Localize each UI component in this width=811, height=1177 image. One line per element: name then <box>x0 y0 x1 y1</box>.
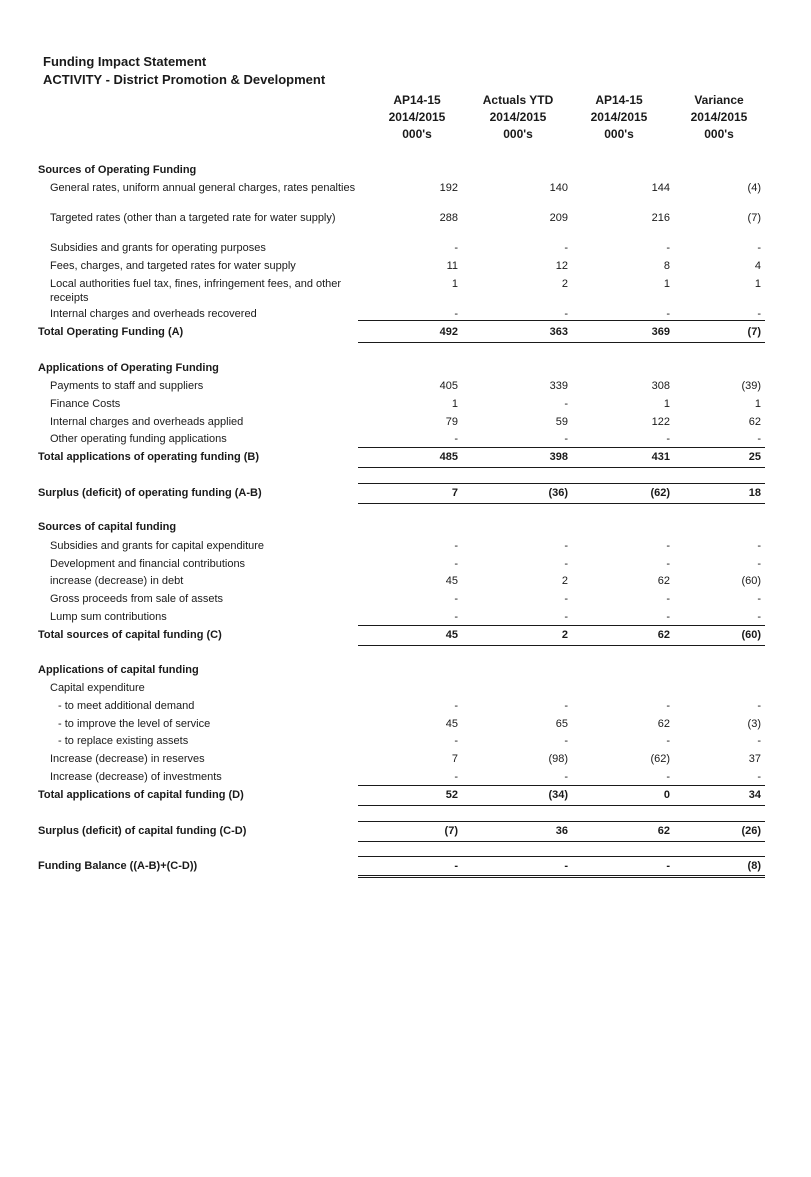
column-header-line1: AP14-15 <box>393 93 441 107</box>
value-cell: - <box>666 308 670 320</box>
value-cell: - <box>564 735 568 747</box>
value-cell: 216 <box>651 212 670 224</box>
row-label: Other operating funding applications <box>50 433 227 445</box>
document-subtitle: ACTIVITY - District Promotion & Development <box>43 72 326 87</box>
value-cell: - <box>757 433 761 445</box>
table-row <box>0 734 811 752</box>
value-cell: - <box>757 242 761 254</box>
table-row <box>0 259 811 277</box>
value-cell: - <box>454 860 458 872</box>
row-label: Total sources of capital funding (C) <box>38 629 222 641</box>
section-heading <box>0 663 811 681</box>
value-cell: - <box>666 540 670 552</box>
row-label: - to replace existing assets <box>58 735 189 747</box>
column-header-ap-1 <box>367 92 467 143</box>
value-cell: 18 <box>748 487 761 499</box>
value-cell: - <box>757 735 761 747</box>
value-cell: 1 <box>663 398 670 410</box>
value-cell: - <box>454 611 458 623</box>
table-row <box>0 397 811 415</box>
total-rule <box>358 821 765 822</box>
value-cell: 492 <box>439 326 458 338</box>
value-cell: 288 <box>439 212 458 224</box>
value-cell: - <box>454 700 458 712</box>
total-rule <box>358 483 765 484</box>
value-cell: - <box>757 700 761 712</box>
value-cell: 140 <box>549 182 568 194</box>
table-row <box>0 557 811 575</box>
total-row <box>0 450 811 468</box>
value-cell: 62 <box>657 718 670 730</box>
column-header-ap-2 <box>569 92 669 143</box>
section-heading <box>0 361 811 379</box>
value-cell: 1 <box>754 278 761 290</box>
value-cell: - <box>454 433 458 445</box>
value-cell: - <box>666 242 670 254</box>
value-cell: - <box>564 433 568 445</box>
value-cell: - <box>666 860 670 872</box>
value-cell: 398 <box>549 451 568 463</box>
value-cell: (7) <box>747 326 761 338</box>
column-header-line1: AP14-15 <box>595 93 643 107</box>
value-cell: 2 <box>561 575 568 587</box>
column-header-line1: Variance <box>694 93 744 107</box>
value-cell: (62) <box>650 487 670 499</box>
value-cell: 369 <box>651 326 670 338</box>
row-label: Local authorities fuel tax, fines, infringement fees, and other receipts <box>50 278 342 304</box>
value-cell: 34 <box>748 789 761 801</box>
value-cell: 62 <box>657 629 670 641</box>
total-rule <box>358 467 765 468</box>
column-header-line3: 000's <box>503 127 533 141</box>
row-label: - to meet additional demand <box>58 700 195 712</box>
row-label: increase (decrease) in debt <box>50 575 184 587</box>
value-cell: 1 <box>451 278 458 290</box>
value-cell: 122 <box>651 416 670 428</box>
value-cell: - <box>666 593 670 605</box>
document-title: Funding Impact Statement <box>43 54 207 69</box>
value-cell: 36 <box>555 825 568 837</box>
row-label: Surplus (deficit) of capital funding (C-D) <box>38 825 247 837</box>
value-cell: (39) <box>741 380 761 392</box>
table-row <box>0 539 811 557</box>
value-cell: 4 <box>754 260 761 272</box>
row-label: Fees, charges, and targeted rates for water supply <box>50 260 296 272</box>
value-cell: (60) <box>741 629 761 641</box>
value-cell: 79 <box>445 416 458 428</box>
row-label: Targeted rates (other than a targeted rate for water supply) <box>50 212 336 224</box>
value-cell: (34) <box>548 789 568 801</box>
row-label: Applications of capital funding <box>38 664 199 676</box>
value-cell: 62 <box>748 416 761 428</box>
table-row <box>0 307 811 325</box>
value-cell: 8 <box>663 260 670 272</box>
value-cell: - <box>757 308 761 320</box>
value-cell: 65 <box>555 718 568 730</box>
total-row <box>0 788 811 806</box>
value-cell: (36) <box>548 487 568 499</box>
total-rule <box>358 841 765 842</box>
value-cell: - <box>666 771 670 783</box>
value-cell: 45 <box>445 718 458 730</box>
row-label: Increase (decrease) of investments <box>50 771 222 783</box>
column-header-line3: 000's <box>402 127 432 141</box>
value-cell: - <box>666 433 670 445</box>
total-rule <box>358 342 765 343</box>
value-cell: - <box>564 242 568 254</box>
value-cell: - <box>454 308 458 320</box>
row-label: Applications of Operating Funding <box>38 362 219 374</box>
value-cell: - <box>564 308 568 320</box>
value-cell: (26) <box>741 825 761 837</box>
value-cell: - <box>757 611 761 623</box>
value-cell: 25 <box>748 451 761 463</box>
total-rule <box>358 625 765 626</box>
column-header-line3: 000's <box>604 127 634 141</box>
value-cell: - <box>454 735 458 747</box>
row-label: Increase (decrease) in reserves <box>50 753 205 765</box>
value-cell: 192 <box>439 182 458 194</box>
row-label: Internal charges and overheads applied <box>50 416 244 428</box>
value-cell: 11 <box>446 260 458 272</box>
value-cell: - <box>564 611 568 623</box>
value-cell: (7) <box>444 825 458 837</box>
column-header-variance <box>669 92 769 143</box>
table-row <box>0 379 811 397</box>
value-cell: - <box>454 558 458 570</box>
value-cell: - <box>454 593 458 605</box>
row-label: Internal charges and overheads recovered <box>50 308 257 320</box>
value-cell: 62 <box>657 825 670 837</box>
table-row <box>0 574 811 592</box>
column-header-line1: Actuals YTD <box>482 93 554 107</box>
total-row <box>0 486 811 504</box>
table-row <box>0 717 811 735</box>
column-header-line2: 2014/2015 <box>590 110 648 124</box>
column-header-actuals <box>468 92 568 143</box>
row-label: General rates, uniform annual general charges, rates penalties <box>50 182 356 194</box>
column-header-line2: 2014/2015 <box>690 110 748 124</box>
total-rule <box>358 503 765 504</box>
row-label: Development and financial contributions <box>50 558 246 570</box>
total-rule <box>358 645 765 646</box>
row-label: Payments to staff and suppliers <box>50 380 204 392</box>
value-cell: - <box>564 771 568 783</box>
row-label: Subsidies and grants for operating purposes <box>50 242 266 254</box>
value-cell: (8) <box>747 860 761 872</box>
table-row <box>0 752 811 770</box>
value-cell: - <box>757 540 761 552</box>
value-cell: - <box>666 700 670 712</box>
table-row <box>0 181 811 199</box>
value-cell: - <box>757 771 761 783</box>
table-row <box>0 277 811 304</box>
value-cell: 339 <box>549 380 568 392</box>
table-row <box>0 415 811 433</box>
value-cell: 1 <box>451 398 458 410</box>
row-label: Gross proceeds from sale of assets <box>50 593 224 605</box>
value-cell: 2 <box>561 278 568 290</box>
value-cell: 1 <box>663 278 670 290</box>
value-cell: (4) <box>747 182 761 194</box>
value-cell: 308 <box>651 380 670 392</box>
row-label: - to improve the level of service <box>58 718 211 730</box>
total-rule <box>358 856 765 857</box>
value-cell: 2 <box>561 629 568 641</box>
row-label: Capital expenditure <box>50 682 145 694</box>
value-cell: 45 <box>445 629 458 641</box>
column-header-line3: 000's <box>704 127 734 141</box>
value-cell: (7) <box>747 212 761 224</box>
value-cell: - <box>666 735 670 747</box>
value-cell: - <box>564 558 568 570</box>
value-cell: 7 <box>451 753 458 765</box>
row-label: Total applications of operating funding (B) <box>38 451 259 463</box>
row-label: Funding Balance ((A-B)+(C-D)) <box>38 860 198 872</box>
row-label: Finance Costs <box>50 398 121 410</box>
value-cell: 363 <box>549 326 568 338</box>
value-cell: - <box>454 242 458 254</box>
value-cell: - <box>564 700 568 712</box>
row-label: Sources of Operating Funding <box>38 164 197 176</box>
table-row <box>0 241 811 259</box>
value-cell: 12 <box>555 260 568 272</box>
value-cell: 144 <box>651 182 670 194</box>
total-row <box>0 325 811 343</box>
value-cell: 1 <box>754 398 761 410</box>
value-cell: 37 <box>748 753 761 765</box>
value-cell: (62) <box>650 753 670 765</box>
total-rule <box>358 320 765 321</box>
row-label: Subsidies and grants for capital expenditure <box>50 540 265 552</box>
value-cell: - <box>757 593 761 605</box>
value-cell: (3) <box>747 718 761 730</box>
row-label: Surplus (deficit) of operating funding (A-B) <box>38 487 262 499</box>
value-cell: 59 <box>555 416 568 428</box>
value-cell: - <box>564 540 568 552</box>
value-cell: 62 <box>657 575 670 587</box>
value-cell: 0 <box>663 789 670 801</box>
value-cell: - <box>666 611 670 623</box>
value-cell: 209 <box>549 212 568 224</box>
value-cell: 7 <box>451 487 458 499</box>
column-header-line2: 2014/2015 <box>489 110 547 124</box>
section-heading <box>0 520 811 538</box>
value-cell: - <box>454 540 458 552</box>
section-heading <box>0 163 811 181</box>
table-row <box>0 681 811 699</box>
value-cell: 485 <box>439 451 458 463</box>
value-cell: 52 <box>445 789 458 801</box>
value-cell: - <box>454 771 458 783</box>
table-row <box>0 699 811 717</box>
column-header-line2: 2014/2015 <box>388 110 446 124</box>
value-cell: 45 <box>445 575 458 587</box>
total-rule <box>358 785 765 786</box>
total-row <box>0 628 811 646</box>
table-row <box>0 211 811 229</box>
value-cell: - <box>757 558 761 570</box>
row-label: Total applications of capital funding (D) <box>38 789 244 801</box>
value-cell: 405 <box>439 380 458 392</box>
double-underline <box>358 875 765 878</box>
row-label: Sources of capital funding <box>38 521 177 533</box>
row-label: Total Operating Funding (A) <box>38 326 184 338</box>
row-label: Lump sum contributions <box>50 611 167 623</box>
value-cell: - <box>666 558 670 570</box>
total-row <box>0 824 811 842</box>
value-cell: - <box>564 398 568 410</box>
total-rule <box>358 447 765 448</box>
value-cell: - <box>564 860 568 872</box>
value-cell: 431 <box>651 451 670 463</box>
total-rule <box>358 805 765 806</box>
value-cell: (60) <box>741 575 761 587</box>
table-row <box>0 592 811 610</box>
value-cell: - <box>564 593 568 605</box>
value-cell: (98) <box>548 753 568 765</box>
